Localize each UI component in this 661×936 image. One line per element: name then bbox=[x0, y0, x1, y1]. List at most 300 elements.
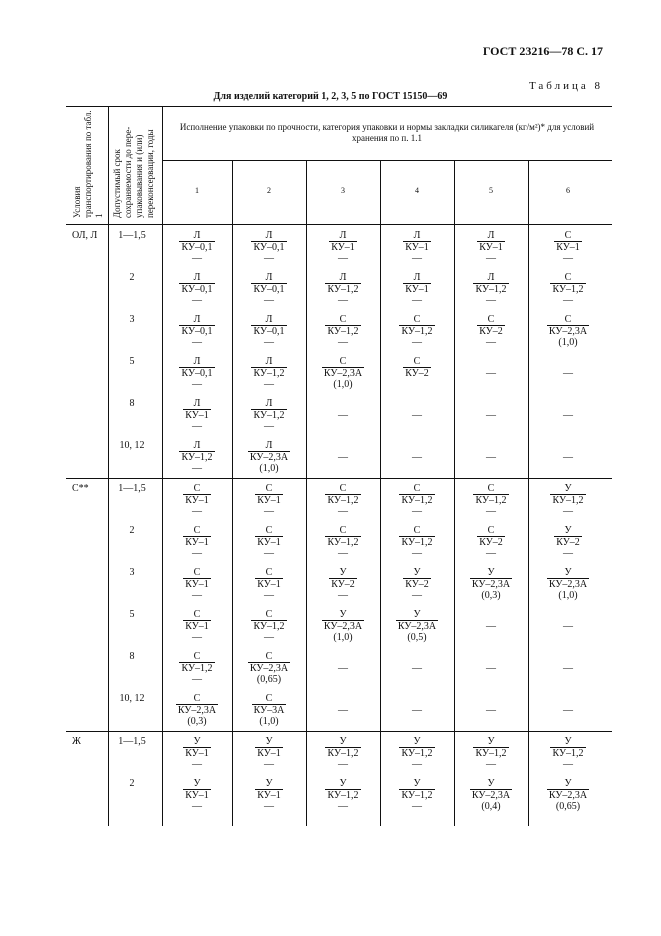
package-category: КУ–1,2 bbox=[327, 790, 359, 801]
strength-class: У bbox=[193, 778, 201, 789]
page-header: ГОСТ 23216—78 С. 17 bbox=[482, 44, 603, 58]
storage-term: 2 bbox=[129, 272, 135, 283]
silica-gel-norm: — bbox=[412, 759, 422, 770]
packaging-cell bbox=[377, 483, 457, 517]
conditions-column-header: Условия транспортирования по табл. 1 bbox=[72, 110, 104, 218]
package-category: КУ–0,1 bbox=[181, 284, 213, 295]
empty-dash: — bbox=[486, 621, 496, 632]
packaging-cell bbox=[377, 314, 457, 348]
silica-gel-norm: — bbox=[563, 295, 573, 306]
silica-gel-norm: — bbox=[412, 590, 422, 601]
empty-dash: — bbox=[412, 452, 422, 463]
silica-gel-norm: (1,0) bbox=[333, 379, 353, 390]
table-subtitle: Для изделий категорий 1, 2, 3, 5 по ГОСТ 15150—69 bbox=[213, 91, 448, 102]
package-category: КУ–1,2 bbox=[475, 748, 507, 759]
package-category: КУ–1,2 bbox=[327, 284, 359, 295]
strength-class: У bbox=[564, 567, 572, 578]
strength-class: Л bbox=[487, 230, 495, 241]
silica-gel-norm: — bbox=[264, 295, 274, 306]
package-category: КУ–1,2 bbox=[401, 748, 433, 759]
silica-gel-norm: (1,0) bbox=[333, 632, 353, 643]
silica-gel-norm: — bbox=[264, 759, 274, 770]
strength-class: С bbox=[413, 314, 421, 325]
packaging-cell bbox=[157, 398, 237, 432]
packaging-cell bbox=[157, 272, 237, 306]
package-category: КУ–2 bbox=[479, 537, 503, 548]
silica-gel-norm: — bbox=[563, 759, 573, 770]
strength-class: У bbox=[265, 778, 273, 789]
strength-class: С bbox=[193, 609, 201, 620]
package-category: КУ–1,2 bbox=[327, 537, 359, 548]
package-category: КУ–2,3А bbox=[249, 663, 289, 674]
condition-group-label: ОЛ, Л bbox=[72, 230, 98, 241]
package-category: КУ–1 bbox=[185, 579, 209, 590]
silica-gel-norm: — bbox=[338, 337, 348, 348]
packaging-cell bbox=[451, 272, 531, 306]
packaging-cell bbox=[229, 651, 309, 685]
strength-class: У bbox=[339, 736, 347, 747]
package-category: КУ–1,2 bbox=[475, 284, 507, 295]
strength-class: С bbox=[487, 314, 495, 325]
packaging-cell bbox=[157, 736, 237, 770]
package-category: КУ–1 bbox=[479, 242, 503, 253]
silica-gel-norm: (1,0) bbox=[558, 590, 578, 601]
empty-dash: — bbox=[486, 705, 496, 716]
packaging-cell bbox=[451, 736, 531, 770]
storage-term: 10, 12 bbox=[119, 693, 145, 704]
silica-gel-norm: — bbox=[192, 463, 202, 474]
packaging-heading: Исполнение упаковки по прочности, категория упаковки и нормы закладки силикагеля (кг/м²)* для условий хранения по п. 1.1 bbox=[179, 122, 595, 143]
packaging-cell bbox=[157, 693, 237, 727]
package-category: КУ–2,3А bbox=[471, 579, 511, 590]
packaging-cell bbox=[528, 621, 608, 632]
packaging-cell bbox=[377, 736, 457, 770]
silica-gel-norm: — bbox=[338, 801, 348, 812]
storage-term: 3 bbox=[129, 567, 135, 578]
packaging-cell bbox=[528, 230, 608, 264]
strength-class: С bbox=[193, 567, 201, 578]
table-top-rule bbox=[66, 106, 612, 107]
storage-term: 10, 12 bbox=[119, 440, 145, 451]
packaging-cell bbox=[377, 410, 457, 421]
silica-gel-norm: — bbox=[563, 548, 573, 559]
strength-class: Л bbox=[265, 356, 273, 367]
packaging-cell bbox=[528, 314, 608, 348]
package-category: КУ–1 bbox=[185, 410, 209, 421]
packaging-cell bbox=[377, 272, 457, 306]
storage-term: 1—1,5 bbox=[118, 483, 146, 494]
column-rule bbox=[108, 106, 109, 826]
silica-gel-norm: (0,65) bbox=[555, 801, 581, 812]
package-category: КУ–1 bbox=[257, 579, 281, 590]
storage-term: 5 bbox=[129, 356, 135, 367]
table-header-bottom-rule bbox=[66, 224, 612, 225]
strength-class: У bbox=[413, 609, 421, 620]
packaging-cell bbox=[303, 736, 383, 770]
packaging-cell bbox=[229, 736, 309, 770]
empty-dash: — bbox=[486, 452, 496, 463]
silica-gel-norm: — bbox=[192, 253, 202, 264]
packaging-cell bbox=[528, 778, 608, 812]
package-category: КУ–1 bbox=[257, 537, 281, 548]
packaging-cell bbox=[303, 705, 383, 716]
strength-class: Л bbox=[193, 314, 201, 325]
strength-class: С bbox=[265, 609, 273, 620]
silica-gel-norm: — bbox=[412, 253, 422, 264]
package-category: КУ–1,2 bbox=[253, 621, 285, 632]
packaging-cell bbox=[229, 483, 309, 517]
packaging-cell bbox=[528, 272, 608, 306]
strength-class: Л bbox=[193, 356, 201, 367]
package-category: КУ–1 bbox=[185, 748, 209, 759]
packaging-cell bbox=[229, 609, 309, 643]
silica-gel-norm: — bbox=[264, 590, 274, 601]
package-category: КУ–2,3А bbox=[548, 579, 588, 590]
packaging-cell bbox=[303, 663, 383, 674]
strength-class: Л bbox=[193, 230, 201, 241]
package-category: КУ–1,2 bbox=[475, 495, 507, 506]
strength-class: С bbox=[339, 314, 347, 325]
strength-class: Л bbox=[265, 398, 273, 409]
column-number: 5 bbox=[489, 186, 493, 195]
packaging-cell bbox=[303, 609, 383, 643]
silica-gel-norm: — bbox=[486, 295, 496, 306]
silica-gel-norm: — bbox=[264, 801, 274, 812]
strength-class: С bbox=[193, 693, 201, 704]
silica-gel-norm: — bbox=[264, 548, 274, 559]
package-category: КУ–1,2 bbox=[327, 326, 359, 337]
packaging-cell bbox=[528, 368, 608, 379]
packaging-cell bbox=[377, 230, 457, 264]
storage-term: 8 bbox=[129, 651, 135, 662]
storage-term: 1—1,5 bbox=[118, 230, 146, 241]
packaging-cell bbox=[229, 230, 309, 264]
strength-class: С bbox=[193, 525, 201, 536]
strength-class: С bbox=[265, 525, 273, 536]
packaging-cell bbox=[451, 314, 531, 348]
packaging-cell bbox=[377, 356, 457, 379]
silica-gel-norm: — bbox=[486, 337, 496, 348]
silica-gel-norm: — bbox=[486, 548, 496, 559]
package-category: КУ–2 bbox=[331, 579, 355, 590]
packaging-cell bbox=[157, 567, 237, 601]
strength-class: С bbox=[487, 525, 495, 536]
silica-gel-norm: — bbox=[192, 506, 202, 517]
strength-class: У bbox=[487, 736, 495, 747]
packaging-cell bbox=[377, 525, 457, 559]
packaging-cell bbox=[451, 230, 531, 264]
silica-gel-norm: — bbox=[192, 674, 202, 685]
package-category: КУ–0,1 bbox=[181, 368, 213, 379]
packaging-cell bbox=[157, 778, 237, 812]
packaging-cell bbox=[157, 525, 237, 559]
strength-class: Л bbox=[339, 272, 347, 283]
package-category: КУ–1,2 bbox=[552, 284, 584, 295]
empty-dash: — bbox=[563, 452, 573, 463]
silica-gel-norm: — bbox=[486, 253, 496, 264]
silica-gel-norm: — bbox=[412, 295, 422, 306]
strength-class: Л bbox=[265, 230, 273, 241]
empty-dash: — bbox=[563, 368, 573, 379]
strength-class: Л bbox=[193, 272, 201, 283]
silica-gel-norm: — bbox=[264, 253, 274, 264]
empty-dash: — bbox=[563, 663, 573, 674]
strength-class: У bbox=[339, 778, 347, 789]
storage-term: 3 bbox=[129, 314, 135, 325]
table-label: Таблица 8 bbox=[528, 80, 603, 92]
package-category: КУ–2,3А bbox=[471, 790, 511, 801]
strength-class: У bbox=[564, 778, 572, 789]
term-column-header: Допустимый срок сохраняемости до пере-упаковывания и (или) переконсервации, годы bbox=[112, 126, 155, 218]
strength-class: Л bbox=[193, 440, 201, 451]
package-category: КУ–1 bbox=[556, 242, 580, 253]
packaging-cell bbox=[451, 525, 531, 559]
packaging-cell bbox=[157, 483, 237, 517]
silica-gel-norm: — bbox=[412, 801, 422, 812]
packaging-cell bbox=[528, 483, 608, 517]
package-category: КУ–2,3А bbox=[323, 368, 363, 379]
packaging-cell bbox=[229, 525, 309, 559]
silica-gel-norm: (0,3) bbox=[187, 716, 207, 727]
strength-class: Л bbox=[265, 272, 273, 283]
packaging-cell bbox=[303, 778, 383, 812]
packaging-cell bbox=[157, 609, 237, 643]
silica-gel-norm: — bbox=[192, 548, 202, 559]
package-category: КУ–2 bbox=[556, 537, 580, 548]
packaging-cell bbox=[157, 314, 237, 348]
strength-class: С bbox=[564, 314, 572, 325]
package-category: КУ–2,3А bbox=[323, 621, 363, 632]
packaging-cell bbox=[303, 272, 383, 306]
silica-gel-norm: (0,4) bbox=[481, 801, 501, 812]
strength-class: С bbox=[564, 230, 572, 241]
storage-term: 2 bbox=[129, 525, 135, 536]
package-category: КУ–1 bbox=[405, 242, 429, 253]
strength-class: Л bbox=[193, 398, 201, 409]
package-category: КУ–1 bbox=[185, 495, 209, 506]
strength-class: У bbox=[487, 778, 495, 789]
package-category: КУ–2,3А bbox=[548, 326, 588, 337]
package-category: КУ–2,3А bbox=[177, 705, 217, 716]
silica-gel-norm: — bbox=[264, 379, 274, 390]
empty-dash: — bbox=[338, 452, 348, 463]
package-category: КУ–1,2 bbox=[401, 790, 433, 801]
package-category: КУ–1,2 bbox=[552, 495, 584, 506]
silica-gel-norm: — bbox=[338, 590, 348, 601]
silica-gel-norm: — bbox=[192, 801, 202, 812]
strength-class: У bbox=[413, 778, 421, 789]
packaging-cell bbox=[229, 272, 309, 306]
empty-dash: — bbox=[563, 410, 573, 421]
silica-gel-norm: — bbox=[192, 337, 202, 348]
strength-class: У bbox=[193, 736, 201, 747]
packaging-cell bbox=[451, 778, 531, 812]
package-category: КУ–1 bbox=[185, 621, 209, 632]
strength-class: У bbox=[564, 736, 572, 747]
silica-gel-norm: — bbox=[192, 295, 202, 306]
packaging-cell bbox=[528, 410, 608, 421]
silica-gel-norm: — bbox=[192, 421, 202, 432]
silica-gel-norm: (0,65) bbox=[256, 674, 282, 685]
column-number: 2 bbox=[267, 186, 271, 195]
package-category: КУ–1 bbox=[257, 495, 281, 506]
packaging-cell bbox=[528, 567, 608, 601]
silica-gel-norm: — bbox=[264, 632, 274, 643]
strength-class: Л bbox=[413, 230, 421, 241]
packaging-cell bbox=[303, 314, 383, 348]
packaging-cell bbox=[451, 452, 531, 463]
strength-class: У bbox=[564, 525, 572, 536]
packaging-cell bbox=[229, 398, 309, 432]
packaging-cell bbox=[303, 452, 383, 463]
package-category: КУ–1,2 bbox=[253, 410, 285, 421]
strength-class: С bbox=[564, 272, 572, 283]
strength-class: С bbox=[193, 483, 201, 494]
packaging-cell bbox=[451, 621, 531, 632]
silica-gel-norm: — bbox=[486, 506, 496, 517]
empty-dash: — bbox=[412, 705, 422, 716]
packaging-cell bbox=[528, 705, 608, 716]
storage-term: 8 bbox=[129, 398, 135, 409]
packaging-cell bbox=[303, 525, 383, 559]
silica-gel-norm: (1,0) bbox=[259, 716, 279, 727]
package-category: КУ–2 bbox=[405, 579, 429, 590]
packaging-cell bbox=[229, 693, 309, 727]
strength-class: С bbox=[339, 525, 347, 536]
packaging-cell bbox=[451, 368, 531, 379]
strength-class: С bbox=[339, 483, 347, 494]
package-category: КУ–1 bbox=[257, 790, 281, 801]
condition-group-label: Ж bbox=[72, 736, 81, 747]
packaging-cell bbox=[451, 663, 531, 674]
packaging-cell bbox=[229, 356, 309, 390]
strength-class: У bbox=[339, 567, 347, 578]
packaging-cell bbox=[157, 651, 237, 685]
storage-term: 2 bbox=[129, 778, 135, 789]
packaging-cell bbox=[157, 230, 237, 264]
packaging-cell bbox=[377, 705, 457, 716]
packaging-cell bbox=[229, 567, 309, 601]
packaging-cell bbox=[528, 452, 608, 463]
column-number: 4 bbox=[415, 186, 419, 195]
packaging-cell bbox=[303, 483, 383, 517]
empty-dash: — bbox=[412, 663, 422, 674]
package-category: КУ–1,2 bbox=[181, 663, 213, 674]
package-category: КУ–1,2 bbox=[401, 537, 433, 548]
silica-gel-norm: (0,5) bbox=[407, 632, 427, 643]
column-number: 1 bbox=[195, 186, 199, 195]
package-category: КУ–2,3А bbox=[249, 452, 289, 463]
package-category: КУ–1 bbox=[331, 242, 355, 253]
packaging-cell bbox=[303, 230, 383, 264]
package-category: КУ–1,2 bbox=[327, 748, 359, 759]
strength-class: С bbox=[413, 525, 421, 536]
package-category: КУ–1,2 bbox=[552, 748, 584, 759]
silica-gel-norm: — bbox=[338, 295, 348, 306]
group-separator bbox=[66, 731, 612, 732]
silica-gel-norm: — bbox=[192, 379, 202, 390]
column-number: 6 bbox=[566, 186, 570, 195]
package-category: КУ–0,1 bbox=[253, 242, 285, 253]
strength-class: С bbox=[265, 651, 273, 662]
empty-dash: — bbox=[486, 410, 496, 421]
silica-gel-norm: — bbox=[264, 421, 274, 432]
strength-class: С bbox=[265, 693, 273, 704]
group-separator bbox=[66, 478, 612, 479]
strength-class: С bbox=[265, 567, 273, 578]
silica-gel-norm: — bbox=[563, 506, 573, 517]
strength-class: У bbox=[564, 483, 572, 494]
empty-dash: — bbox=[412, 410, 422, 421]
silica-gel-norm: — bbox=[192, 590, 202, 601]
silica-gel-norm: — bbox=[264, 506, 274, 517]
packaging-cell bbox=[528, 736, 608, 770]
package-category: КУ–2,3А bbox=[548, 790, 588, 801]
column-number: 3 bbox=[341, 186, 345, 195]
packaging-cell bbox=[451, 705, 531, 716]
silica-gel-norm: (1,0) bbox=[558, 337, 578, 348]
silica-gel-norm: — bbox=[412, 337, 422, 348]
package-category: КУ–0,1 bbox=[181, 326, 213, 337]
silica-gel-norm: (1,0) bbox=[259, 463, 279, 474]
silica-gel-norm: — bbox=[264, 337, 274, 348]
package-category: КУ–2 bbox=[405, 368, 429, 379]
strength-class: У bbox=[413, 736, 421, 747]
strength-class: С bbox=[193, 651, 201, 662]
package-category: КУ–1 bbox=[185, 537, 209, 548]
package-category: КУ–1,2 bbox=[253, 368, 285, 379]
strength-class: С bbox=[339, 356, 347, 367]
empty-dash: — bbox=[338, 410, 348, 421]
packaging-cell bbox=[229, 778, 309, 812]
strength-class: С bbox=[413, 483, 421, 494]
package-category: КУ–0,1 bbox=[253, 326, 285, 337]
package-category: КУ–3А bbox=[253, 705, 285, 716]
packaging-cell bbox=[451, 483, 531, 517]
strength-class: У bbox=[339, 609, 347, 620]
package-category: КУ–1 bbox=[185, 790, 209, 801]
packaging-cell bbox=[303, 410, 383, 421]
empty-dash: — bbox=[338, 705, 348, 716]
package-category: КУ–2,3А bbox=[397, 621, 437, 632]
packaging-cell bbox=[303, 567, 383, 601]
package-category: КУ–1 bbox=[405, 284, 429, 295]
package-category: КУ–2 bbox=[479, 326, 503, 337]
storage-term: 1—1,5 bbox=[118, 736, 146, 747]
silica-gel-norm: — bbox=[338, 506, 348, 517]
silica-gel-norm: — bbox=[412, 548, 422, 559]
package-category: КУ–1,2 bbox=[181, 452, 213, 463]
condition-group-label: С** bbox=[72, 483, 89, 494]
packaging-cell bbox=[229, 440, 309, 474]
packaging-cell bbox=[377, 778, 457, 812]
empty-dash: — bbox=[486, 663, 496, 674]
empty-dash: — bbox=[486, 368, 496, 379]
packaging-cell bbox=[528, 525, 608, 559]
strength-class: У bbox=[487, 567, 495, 578]
storage-term: 5 bbox=[129, 609, 135, 620]
packaging-cell bbox=[377, 452, 457, 463]
silica-gel-norm: — bbox=[486, 759, 496, 770]
strength-class: Л bbox=[339, 230, 347, 241]
silica-gel-norm: — bbox=[192, 759, 202, 770]
silica-gel-norm: — bbox=[338, 548, 348, 559]
silica-gel-norm: — bbox=[412, 506, 422, 517]
strength-class: С bbox=[487, 483, 495, 494]
strength-class: Л bbox=[265, 440, 273, 451]
silica-gel-norm: — bbox=[338, 253, 348, 264]
package-category: КУ–1,2 bbox=[401, 495, 433, 506]
